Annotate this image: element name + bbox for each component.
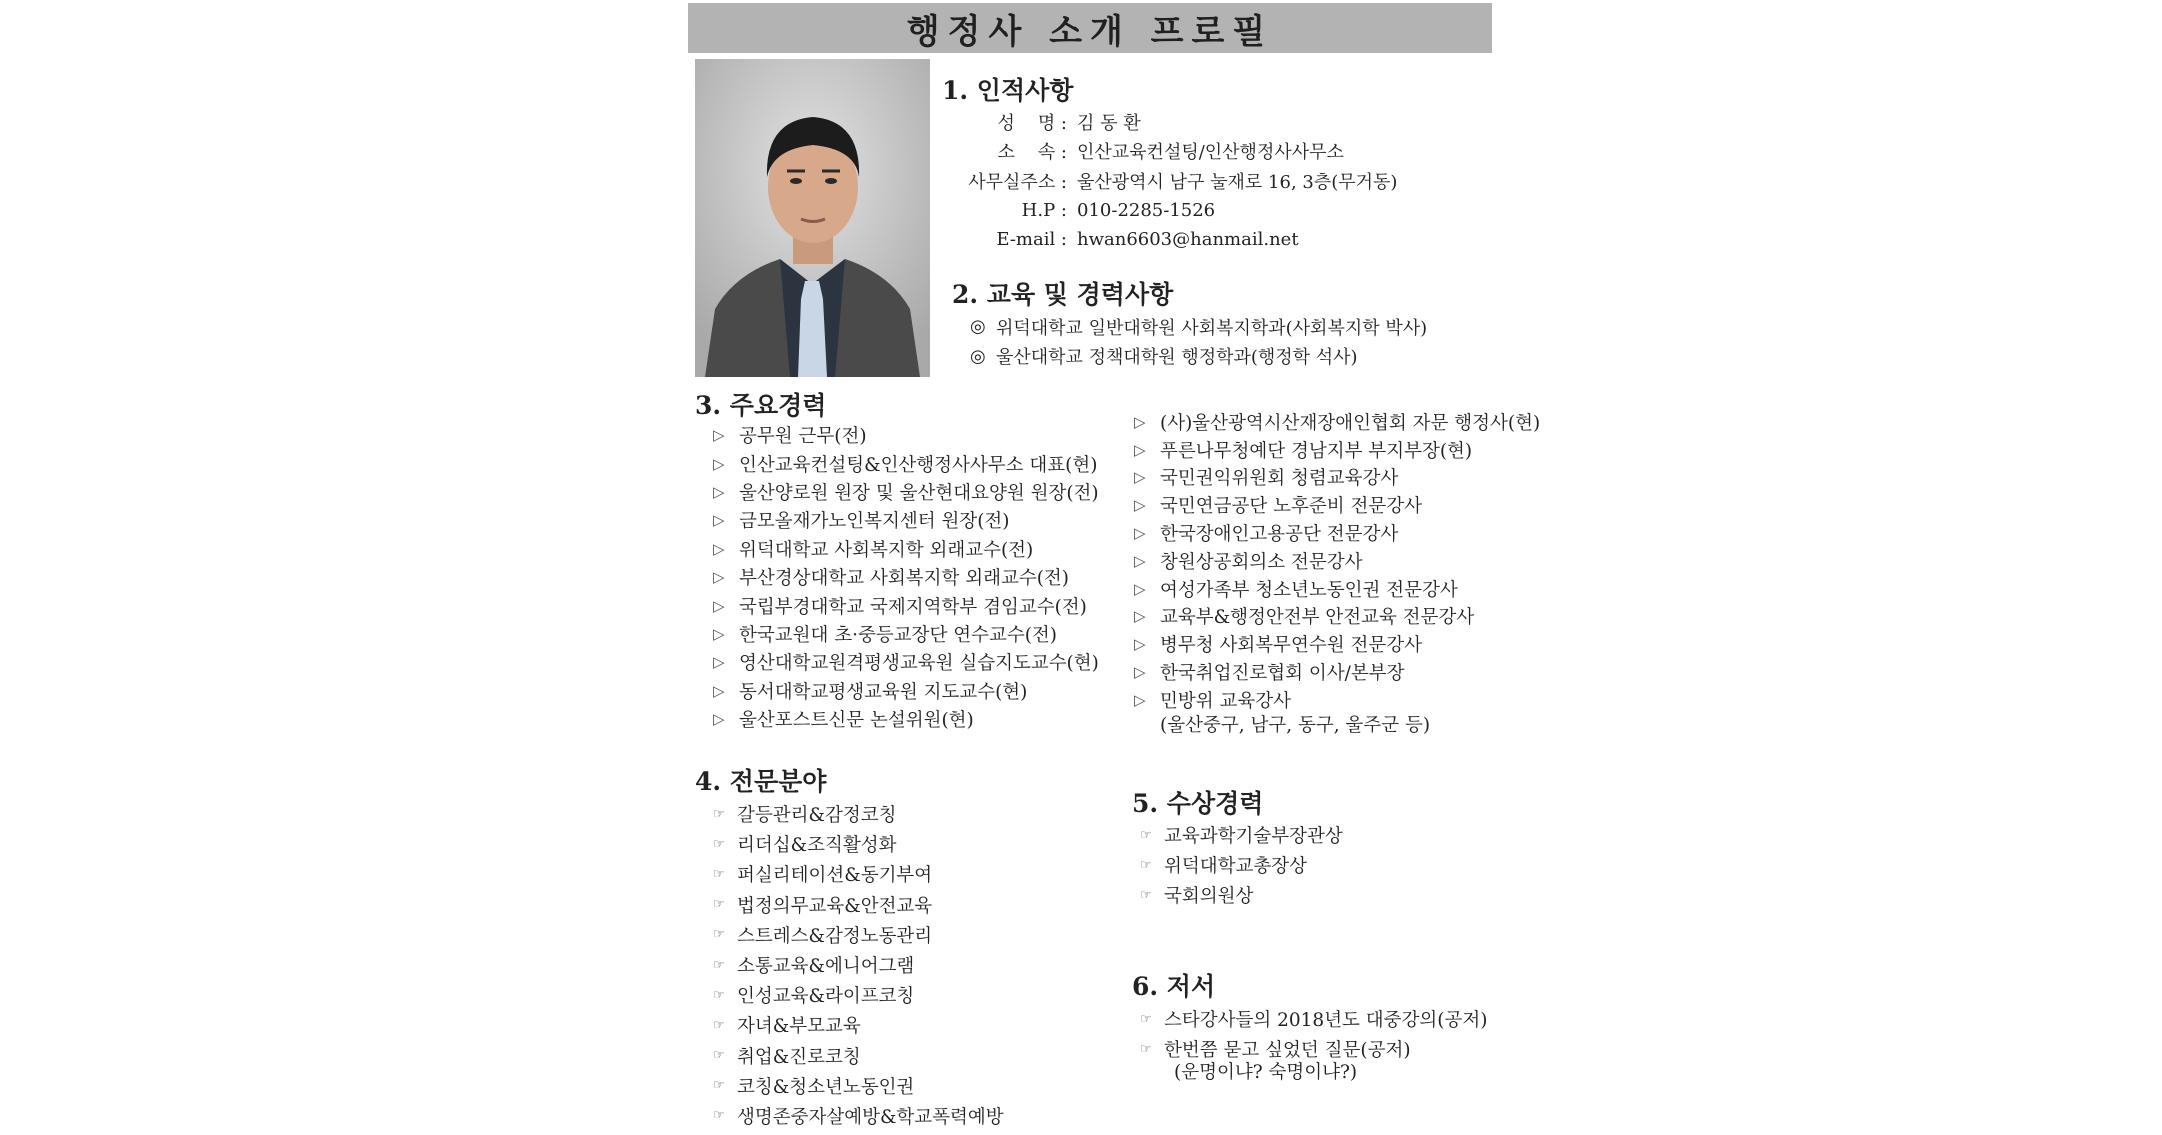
info-label: 성 명 :: [997, 112, 1067, 134]
section-expertise-heading: 4. 전문분야: [695, 767, 827, 796]
info-value: 김 동 환: [1077, 112, 1141, 134]
career-item: ▷ 국립부경대학교 국제지역학부 겸임교수(전): [713, 596, 1087, 618]
education-text: 위덕대학교 일반대학원 사회복지학과(사회복지학 박사): [996, 317, 1428, 339]
books-list: [1140, 1004, 1487, 1064]
career-item: ▷ 국민권익위원회 청렴교육강사: [1134, 468, 1399, 490]
info-row-name: [912, 107, 1397, 137]
pointing-hand-icon: ☞: [713, 866, 725, 882]
section-awards-heading: 5. 수상경력: [1132, 789, 1264, 818]
triangle-icon: ▷: [1134, 551, 1146, 570]
pointing-hand-icon: ☞: [713, 987, 725, 1003]
expertise-item: ☞ 법정의무교육&안전교육: [713, 895, 933, 917]
pointing-hand-icon: ☞: [713, 836, 725, 852]
triangle-icon: ▷: [1134, 690, 1146, 709]
pointing-hand-icon: ☞: [713, 897, 725, 913]
triangle-icon: ▷: [713, 653, 725, 672]
award-item: ☞ 위덕대학교총장상: [1140, 856, 1307, 878]
career-item: ▷ 푸른나무청예단 경남지부 부지부장(현): [1134, 440, 1473, 462]
section-career-heading: 3. 주요경력: [695, 391, 827, 420]
page-title: 행정사 소개 프로필: [688, 3, 1492, 53]
expertise-item: ☞ 갈등관리&감정코칭: [713, 805, 897, 827]
triangle-icon: ▷: [1134, 635, 1146, 654]
career-item: ▷ 창원상공회의소 전문강사: [1134, 551, 1363, 573]
info-row-phone: [912, 196, 1397, 226]
career-item: ▷ 한국장애인고용공단 전문강사: [1134, 524, 1399, 546]
career-item: ▷ 위덕대학교 사회복지학 외래교수(전): [713, 539, 1034, 561]
info-label: 소 속 :: [997, 142, 1067, 164]
career-item: ▷ 교육부&행정안전부 안전교육 전문강사: [1134, 607, 1475, 629]
career-item: ▷ 영산대학교원격평생교육원 실습지도교수(현): [713, 653, 1099, 675]
triangle-icon: ▷: [713, 539, 725, 558]
pointing-hand-icon: ☞: [1140, 827, 1152, 843]
career-item: ▷ 인산교육컨설팅&인산행정사사무소 대표(현): [713, 454, 1098, 476]
career-item: ▷ 한국취업진로협회 이사/본부장: [1134, 663, 1405, 685]
triangle-icon: ▷: [1134, 579, 1146, 598]
pointing-hand-icon: ☞: [1140, 1011, 1152, 1027]
pointing-hand-icon: ☞: [713, 806, 725, 822]
info-value: hwan6603@hanmail.net: [1077, 229, 1299, 251]
triangle-icon: ▷: [713, 681, 725, 700]
expertise-item: ☞ 소통교육&에니어그램: [713, 956, 915, 978]
triangle-icon: ▷: [713, 624, 725, 643]
awards-list: [1140, 820, 1343, 911]
double-circle-icon: ◎: [970, 345, 986, 367]
triangle-icon: ▷: [1134, 468, 1146, 487]
triangle-icon: ▷: [713, 454, 725, 473]
pointing-hand-icon: ☞: [1140, 857, 1152, 873]
expertise-item: ☞ 생명존중자살예방&학교폭력예방: [713, 1106, 1004, 1128]
triangle-icon: ▷: [713, 511, 725, 530]
book-item: ☞ 스타강사들의 2018년도 대중강의(공저): [1140, 1010, 1488, 1032]
expertise-item: ☞ 리더십&조직활성화: [713, 835, 897, 857]
career-list-left: [713, 421, 1099, 733]
career-item: ▷ 금모올재가노인복지센터 원장(전): [713, 511, 1010, 533]
career-item: ▷ 동서대학교평생교육원 지도교수(현): [713, 681, 1028, 703]
career-item: ▷ 민방위 교육강사: [1134, 690, 1291, 712]
career-item: ▷ 한국교원대 초·중등교장단 연수교수(전): [713, 624, 1058, 646]
triangle-icon: ▷: [713, 596, 725, 615]
career-list-right: [1134, 408, 1540, 714]
expertise-item: ☞ 스트레스&감정노동관리: [713, 925, 933, 947]
triangle-icon: ▷: [713, 568, 725, 587]
section-education-heading: 2. 교육 및 경력사항: [952, 280, 1174, 309]
expertise-list: [713, 799, 1004, 1131]
career-item: ▷ (사)울산광역시산재장애인협회 자문 행정사(현): [1134, 412, 1541, 434]
info-value: 인산교육컨설팅/인산행정사사무소: [1077, 142, 1344, 164]
award-item: ☞ 교육과학기술부장관상: [1140, 826, 1343, 848]
expertise-item: ☞ 코칭&청소년노동인권: [713, 1076, 915, 1098]
career-item: ▷ 국민연금공단 노후준비 전문강사: [1134, 496, 1422, 518]
info-value: 010-2285-1526: [1077, 199, 1216, 221]
expertise-item: ☞ 취업&진로코칭: [713, 1046, 861, 1068]
info-label: E-mail :: [996, 229, 1067, 251]
profile-photo: [695, 59, 930, 377]
pointing-hand-icon: ☞: [713, 927, 725, 943]
book-item: ☞ 한번쯤 묻고 싶었던 질문(공저): [1140, 1040, 1411, 1062]
expertise-item: ☞ 자녀&부모교육: [713, 1016, 861, 1038]
triangle-icon: ▷: [713, 710, 725, 729]
pointing-hand-icon: ☞: [1140, 887, 1152, 903]
career-item: ▷ 공무원 근무(전): [713, 426, 867, 448]
education-item: [970, 342, 1427, 372]
info-label: 사무실주소 :: [968, 171, 1067, 193]
triangle-icon: ▷: [1134, 663, 1146, 682]
personal-info-list: [912, 107, 1397, 255]
info-label: H.P :: [1021, 199, 1067, 221]
triangle-icon: ▷: [1134, 607, 1146, 626]
education-text: 울산대학교 정책대학원 행정학과(행정학 석사): [996, 347, 1358, 369]
triangle-icon: ▷: [1134, 440, 1146, 459]
education-list: [970, 312, 1427, 371]
pointing-hand-icon: ☞: [1140, 1041, 1152, 1057]
career-item: ▷ 부산경상대학교 사회복지학 외래교수(전): [713, 568, 1070, 590]
triangle-icon: ▷: [1134, 412, 1146, 431]
career-item: ▷ 울산양로원 원장 및 울산현대요양원 원장(전): [713, 482, 1099, 504]
triangle-icon: ▷: [713, 482, 725, 501]
triangle-icon: ▷: [713, 426, 725, 445]
book-item-continuation: (운명이냐? 숙명이냐?): [1174, 1062, 1358, 1083]
info-value: 울산광역시 남구 눌재로 16, 3층(무거동): [1077, 171, 1398, 193]
career-item: ▷ 울산포스트신문 논설위원(현): [713, 710, 974, 732]
section-books-heading: 6. 저서: [1132, 972, 1216, 1001]
career-item-continuation: (울산중구, 남구, 동구, 울주군 등): [1160, 715, 1431, 736]
section-personal-heading: 1. 인적사항: [942, 76, 1074, 105]
pointing-hand-icon: ☞: [713, 957, 725, 973]
info-row-email: [912, 225, 1397, 255]
pointing-hand-icon: ☞: [713, 1108, 725, 1124]
pointing-hand-icon: ☞: [713, 1048, 725, 1064]
career-item: ▷ 여성가족부 청소년노동인권 전문강사: [1134, 579, 1458, 601]
expertise-item: ☞ 퍼실리테이션&동기부여: [713, 865, 933, 887]
portrait-image: [695, 59, 930, 377]
award-item: ☞ 국회의원상: [1140, 886, 1254, 908]
pointing-hand-icon: ☞: [713, 1017, 725, 1033]
expertise-item: ☞ 인성교육&라이프코칭: [713, 986, 915, 1008]
triangle-icon: ▷: [1134, 524, 1146, 543]
info-row-affiliation: [912, 137, 1397, 167]
career-item: ▷ 병무청 사회복무연수원 전문강사: [1134, 635, 1422, 657]
pointing-hand-icon: ☞: [713, 1078, 725, 1094]
education-item: [970, 312, 1427, 342]
double-circle-icon: ◎: [970, 316, 986, 338]
triangle-icon: ▷: [1134, 496, 1146, 515]
info-row-address: [912, 166, 1397, 196]
